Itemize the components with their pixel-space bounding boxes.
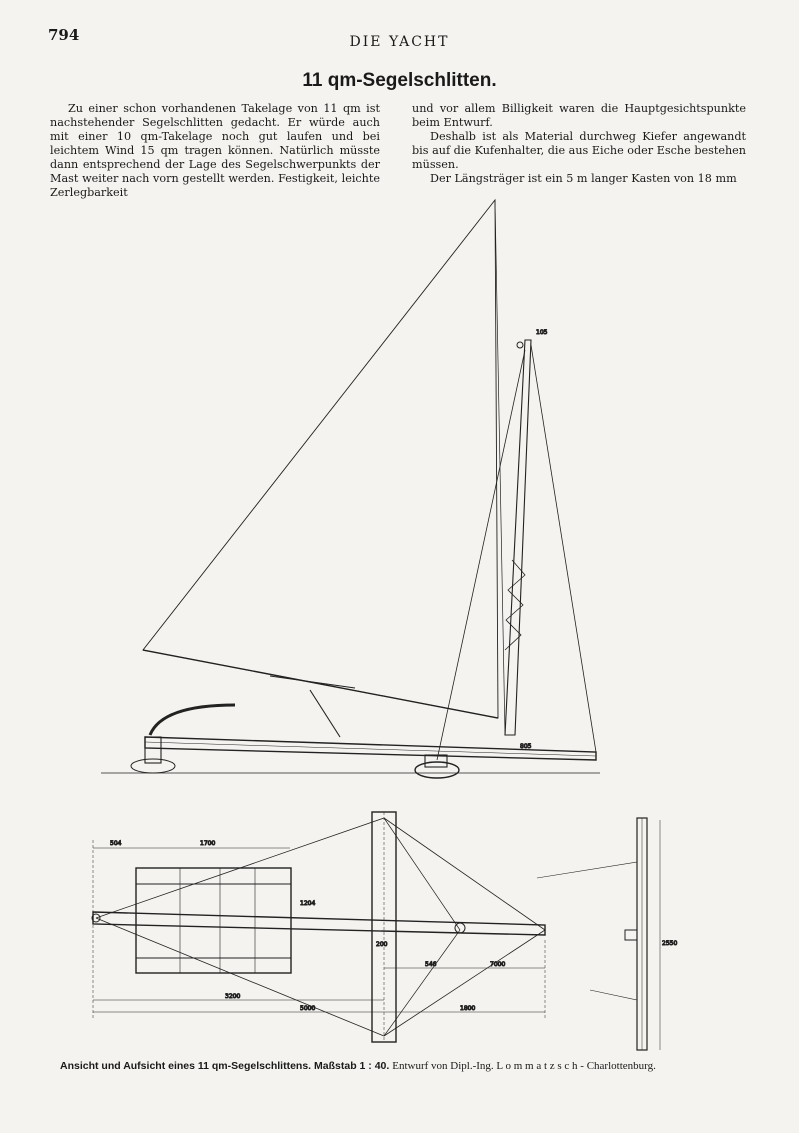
page-number: 794 bbox=[48, 26, 80, 44]
dim-label: 7000 bbox=[490, 961, 506, 968]
backstay bbox=[531, 345, 596, 752]
article-title: 11 qm-Segelschlitten. bbox=[302, 70, 497, 91]
forestay bbox=[437, 350, 525, 760]
dim-label: 1700 bbox=[200, 840, 216, 847]
running-head: DIE YACHT bbox=[349, 34, 450, 50]
tiller bbox=[150, 705, 235, 735]
dim-label: 2550 bbox=[662, 940, 678, 947]
right-paragraph: Deshalb ist als Material durchweg Kiefer angewandt bis auf die Kufenhalter, die aus Eiche oder Esche bestehen müssen. bbox=[412, 130, 746, 171]
mast bbox=[505, 340, 531, 735]
caption-designer: Entwurf von Dipl.-Ing. L o m m a t z s c h - Charlottenburg. bbox=[392, 1060, 656, 1072]
plan-main-beam bbox=[93, 912, 545, 935]
masthead-fitting bbox=[517, 342, 523, 348]
sail-outline bbox=[143, 200, 498, 718]
front-runner bbox=[415, 762, 459, 778]
dim-label: 200 bbox=[376, 941, 388, 948]
mast-step bbox=[455, 923, 465, 933]
dim-label: 504 bbox=[110, 840, 122, 847]
dim-label: 5000 bbox=[300, 1005, 316, 1012]
left-paragraph: Zu einer schon vorhandenen Takelage von 11 qm ist nachstehender Segelschlitten gedacht. Er würde auch mit einer 10 qm-Takelage noch gut laufen und bei leichtem Wind 15 qm tragen können. Natürlich müsste dann entsprechend der Lage des Segelschwerpunkts der Mast weiter nach vorn gestellt werden. Festigkeit, leichte Zerlegbarkeit bbox=[50, 102, 380, 199]
caption-scale: Maßstab 1 : 40. bbox=[314, 1060, 390, 1072]
dim-label: 105 bbox=[536, 329, 548, 336]
dim-label: 546 bbox=[425, 961, 437, 968]
dim-label: 805 bbox=[520, 743, 532, 750]
dim-label: 3200 bbox=[225, 993, 241, 1000]
side-elevation bbox=[101, 200, 600, 778]
figure-caption bbox=[60, 1060, 760, 1072]
rear-runner bbox=[131, 759, 175, 773]
plan-view bbox=[92, 812, 545, 1042]
dim-label: 1204 bbox=[300, 900, 316, 907]
right-paragraph: und vor allem Billigkeit waren die Hauptgesichtspunkte beim Entwurf. bbox=[412, 102, 746, 129]
runner-detail bbox=[537, 818, 677, 1050]
right-paragraph: Der Längsträger ist ein 5 m langer Kasten von 18 mm bbox=[430, 172, 737, 185]
caption-title: Ansicht und Aufsicht eines 11 qm-Segelschlittens. bbox=[60, 1060, 312, 1072]
dim-label: 1800 bbox=[460, 1005, 476, 1012]
